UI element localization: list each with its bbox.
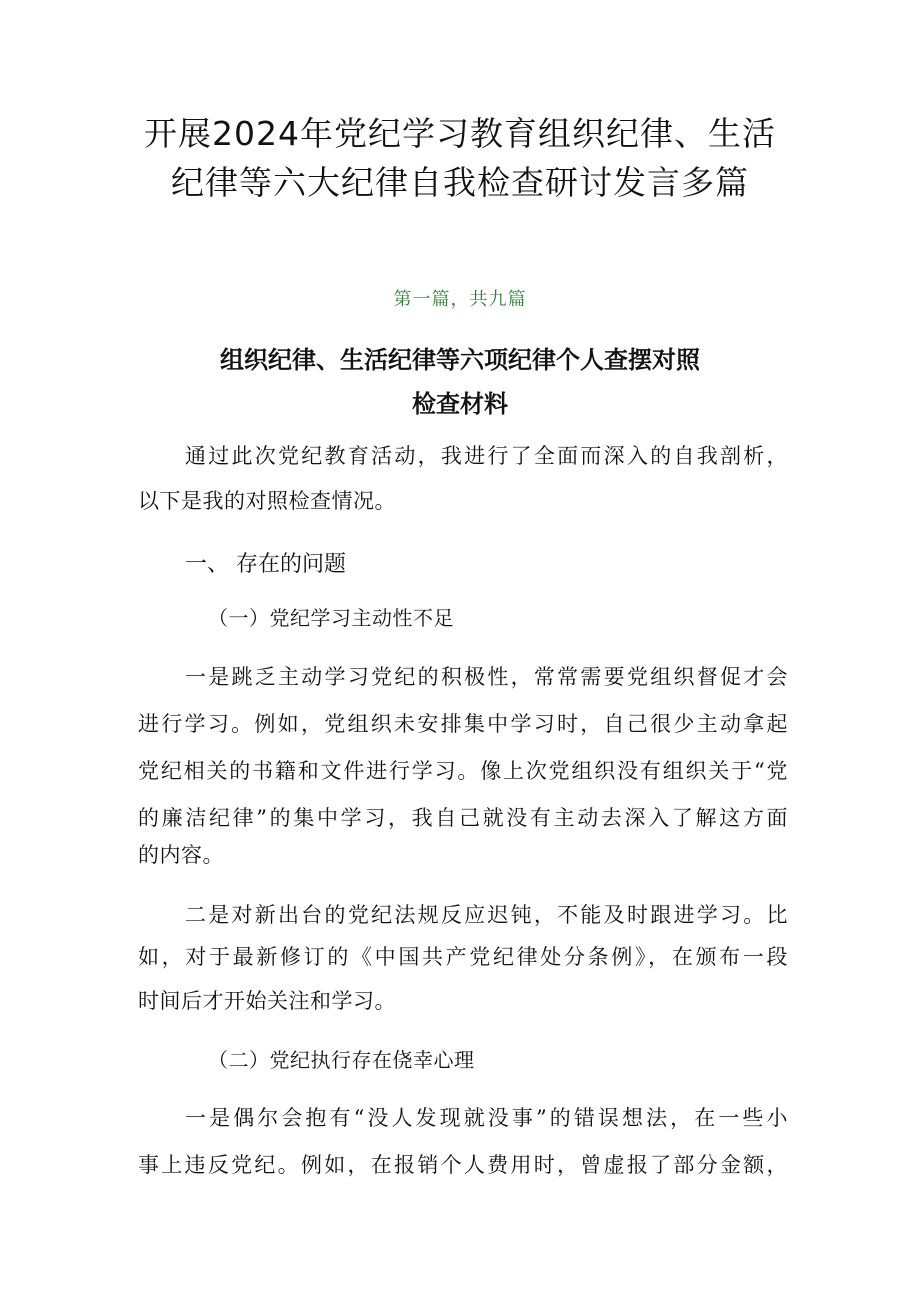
paragraph-line: 进行学习。例如，党组织未安排集中学习时，自己很少主动拿起 — [138, 712, 788, 736]
paragraph-line: 时间后才开始关注和学习。 — [138, 989, 396, 1013]
document-title-line-2: 纪律等六大纪律自我检查研讨发言多篇 — [171, 163, 749, 202]
subsection-heading-1: （一）党纪学习主动性不足 — [208, 606, 454, 630]
paragraph-line: 二是对新出台的党纪法规反应迟钝，不能及时跟进学习。比 — [185, 903, 788, 927]
section-heading: 一、 存在的问题 — [185, 552, 346, 577]
paragraph-line: 一是跳乏主动学习党纪的积极性，常常需要党组织督促才会 — [185, 665, 788, 689]
subtitle-line-1: 组织纪律、生活纪律等六项纪律个人查摆对照 — [220, 346, 700, 374]
paragraph-line: 的廉洁纪律”的集中学习，我自己就没有主动去深入了解这方面 — [138, 806, 788, 830]
paragraph-line: 一是偶尔会抱有“没人发现就没事”的错误想法，在一些小 — [185, 1106, 788, 1130]
subsection-heading-2: （二）党纪执行存在侥幸心理 — [208, 1048, 475, 1072]
paragraph-line: 如，对于最新修订的《中国共产党纪律处分条例》，在颁布一段 — [138, 945, 788, 969]
paragraph-line: 事上违反党纪。例如，在报销个人费用时，曾虚报了部分金额， — [138, 1153, 788, 1177]
intro-line-1: 通过此次党纪教育活动，我进行了全面而深入的自我剖析， — [185, 444, 788, 468]
intro-line-2: 以下是我的对照检查情况。 — [138, 489, 396, 513]
paragraph-line: 的内容。 — [138, 843, 224, 867]
part-label: 第一篇，共九篇 — [393, 289, 527, 310]
document-title-line-1: 开展2024年党纪学习教育组织纪律、生活 — [144, 114, 776, 153]
subtitle-line-2: 检查材料 — [412, 390, 508, 418]
paragraph-line: 党纪相关的书籍和文件进行学习。像上次党组织没有组织关于“党 — [138, 759, 788, 783]
